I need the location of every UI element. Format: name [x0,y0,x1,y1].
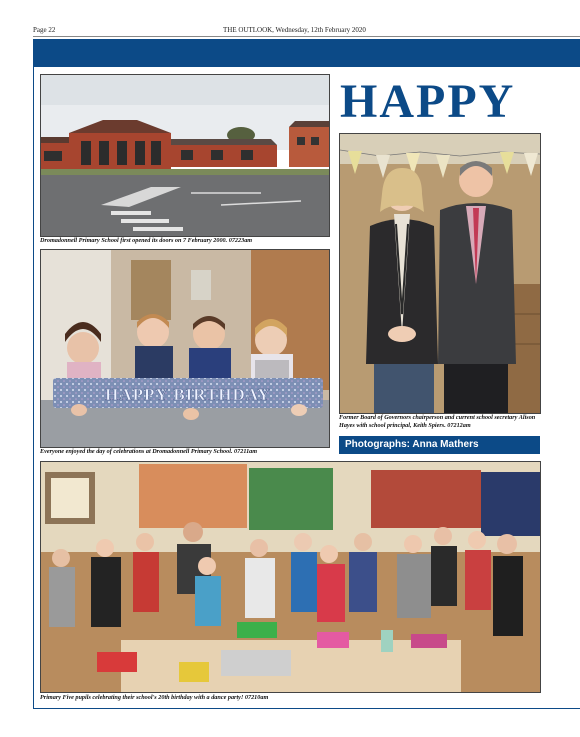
banner-text: HAPPY BIRTHDAY [105,385,271,404]
photo-pupils-banner [40,249,330,448]
caption-school-building: Dromadonnell Primary School first opened its doors on 7 February 2000. 07223am [40,237,253,244]
caption-governors: Former Board of Governors chairperson and current school secretary Alison Hayes with school principal, Keith Spiers. 07212am [339,414,536,429]
photo-school-building [40,74,330,237]
bottom-rule [33,708,580,709]
caption-classroom-dance: Primary Five pupils celebrating their school's 20th birthday with a dance party! 07210am [40,694,269,701]
photo-governors [339,133,541,414]
header-rule [33,36,580,37]
photo-credit: Photographs: Anna Mathers [339,436,540,454]
page-number: Page 22 [33,26,56,34]
left-border-line [33,67,34,709]
headline: HAPPY [340,75,516,128]
photo-classroom-dance [40,461,541,693]
publication-line: THE OUTLOOK, Wednesday, 12th February 2020 [223,26,366,34]
caption-pupils-banner: Everyone enjoyed the day of celebrations at Dromadonnell Primary School. 07211am [40,448,258,455]
section-band [33,39,580,67]
